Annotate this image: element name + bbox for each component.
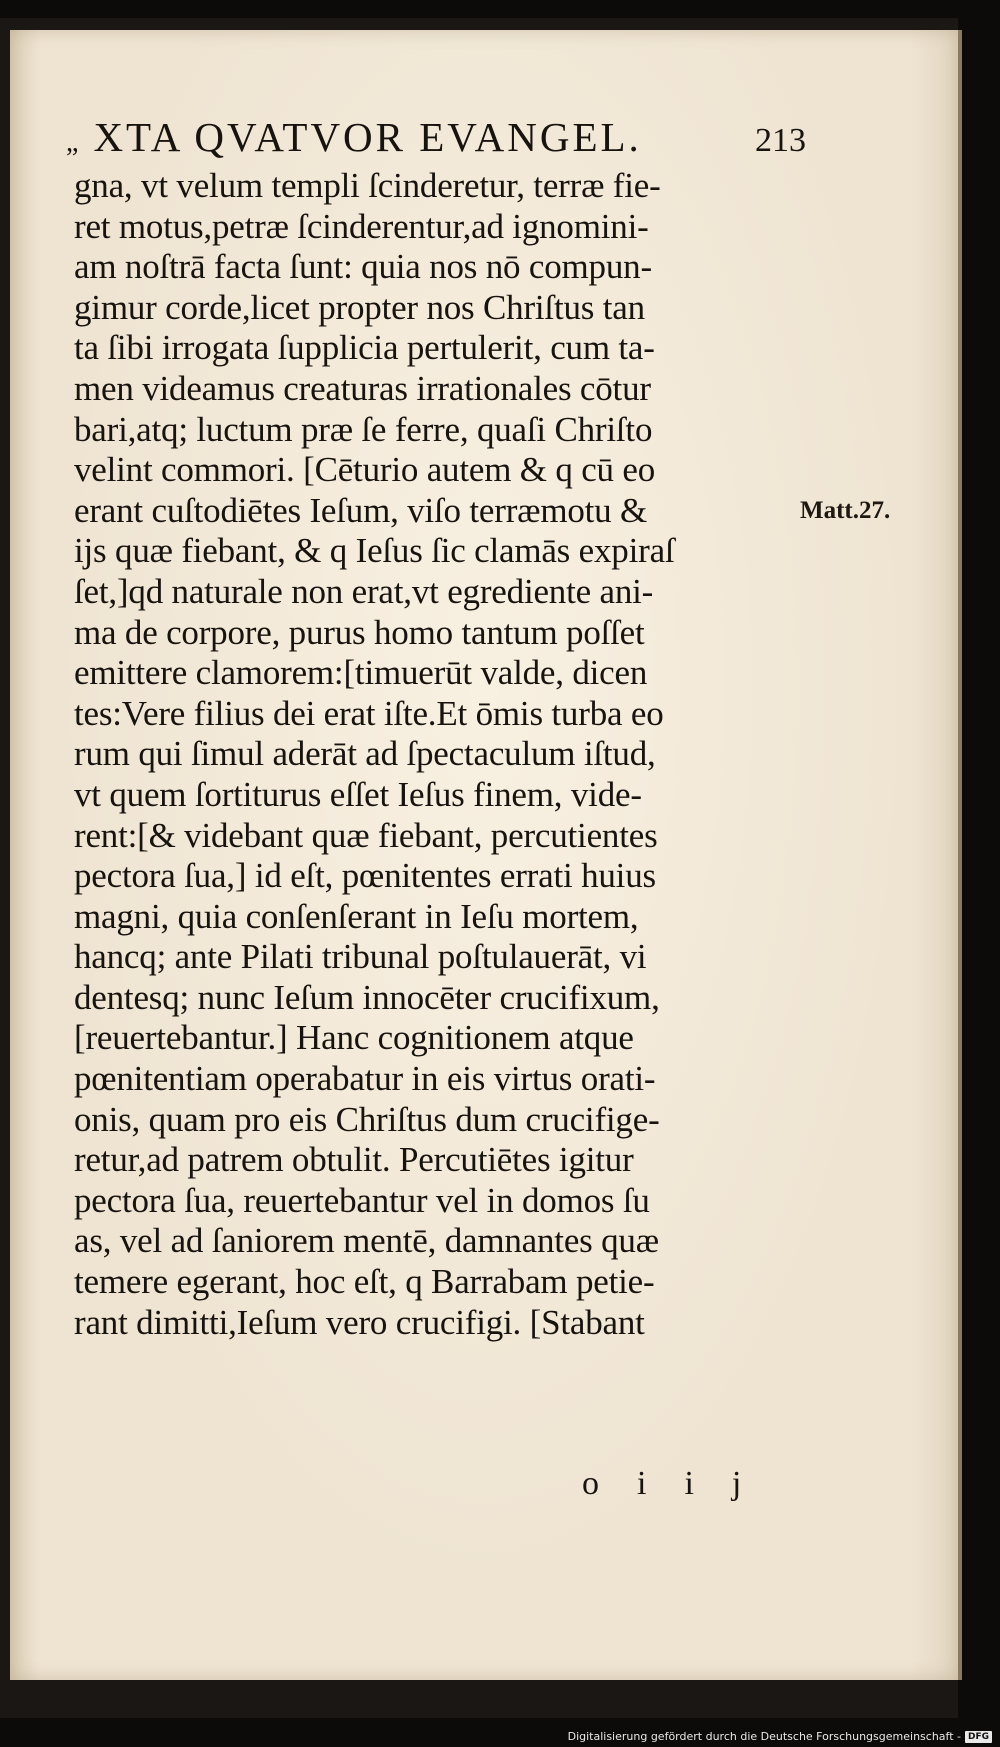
digitization-footer — [568, 1730, 992, 1743]
page-edge — [958, 30, 962, 1680]
text-line: pectora ſua,] id eſt, pœnitentes errati huius — [74, 856, 656, 896]
text-line: ſet,]qd naturale non erat,vt egrediente ani‑ — [74, 571, 654, 611]
text-line: hancq; ante Pilati tribunal poſtulauerāt, vi — [74, 937, 647, 977]
footer-text: Digitalisierung gefördert durch die Deutsche Forschungsgemeinschaft - — [567, 1730, 961, 1743]
text-line: bari,atq; luctum præ ſe ferre, quaſi Chriſto — [74, 409, 653, 449]
page-number: 213 — [755, 122, 806, 159]
text-line: men videamus creaturas irrationales cōtur — [74, 368, 651, 408]
text-line: as, vel ad ſaniorem mentē, damnantes quæ — [74, 1221, 659, 1261]
running-head — [66, 108, 806, 166]
text-line: ret motus,petræ ſcinderentur,ad ignomini‑ — [74, 206, 649, 246]
text-line: rent:[& videbant quæ fiebant, percutientes — [74, 815, 658, 855]
text-line: rant dimitti,Ieſum vero crucifigi. [Stabant — [74, 1302, 645, 1342]
running-head-title: XTA QVATVOR EVANGEL. — [93, 114, 642, 160]
text-line: vt quem ſortiturus eſſet Ieſus finem, vide‑ — [74, 774, 642, 814]
text-line: pectora ſua, reuertebantur vel in domos ſu — [74, 1180, 650, 1220]
text-block — [66, 108, 806, 1343]
margin-note: Matt.27. — [800, 497, 891, 524]
text-line: retur,ad patrem obtulit. Percutiētes igitur — [74, 1140, 634, 1180]
text-line: rum qui ſimul aderāt ad ſpectaculum iſtud, — [74, 734, 656, 774]
text-line: dentesq; nunc Ieſum innocēter crucifixum, — [74, 977, 660, 1017]
signature-numeral: iij — [637, 1465, 780, 1502]
text-line: temere egerant, hoc eſt, q Barrabam petie‑ — [74, 1262, 655, 1302]
text-line: gimur corde,licet propter nos Chriſtus tan — [74, 287, 645, 327]
text-line: pœnitentiam operabatur in eis virtus orati‑ — [74, 1059, 656, 1099]
running-head-mark: „ — [66, 127, 82, 158]
text-line: ma de corpore, purus homo tantum poſſet — [74, 612, 645, 652]
text-line: [reuertebantur.] Hanc cognitionem atque — [74, 1018, 634, 1058]
text-line: am noſtrā facta ſunt: quia nos nō compun‑ — [74, 247, 652, 287]
text-line: velint commori. [Cēturio autem & q cū eo — [74, 450, 656, 490]
body-text — [74, 166, 794, 1343]
text-line: onis, quam pro eis Chriſtus dum crucifige‑ — [74, 1099, 660, 1139]
text-line: ta ſibi irrogata ſupplicia pertulerit, cum ta‑ — [74, 328, 655, 368]
signature-mark — [582, 1465, 779, 1503]
signature-letter: o — [582, 1465, 637, 1502]
running-head-title-wrap — [66, 108, 642, 172]
text-line: magni, quia conſenſerant in Ieſu mortem, — [74, 896, 639, 936]
text-line: tes:Vere filius dei erat iſte.Et ōmis turba eo — [74, 693, 664, 733]
text-line: erant cuſtodiētes Ieſum, viſo terræmotu & — [74, 490, 648, 530]
text-line: emittere clamorem:[timuerūt valde, dicen — [74, 653, 648, 693]
text-line: ijs quæ fiebant, & q Ieſus ſic clamās expiraſ — [74, 531, 675, 571]
text-line: gna, vt velum templi ſcinderetur, terræ fie‑ — [74, 166, 661, 205]
dfg-logo: DFG — [965, 1731, 992, 1743]
